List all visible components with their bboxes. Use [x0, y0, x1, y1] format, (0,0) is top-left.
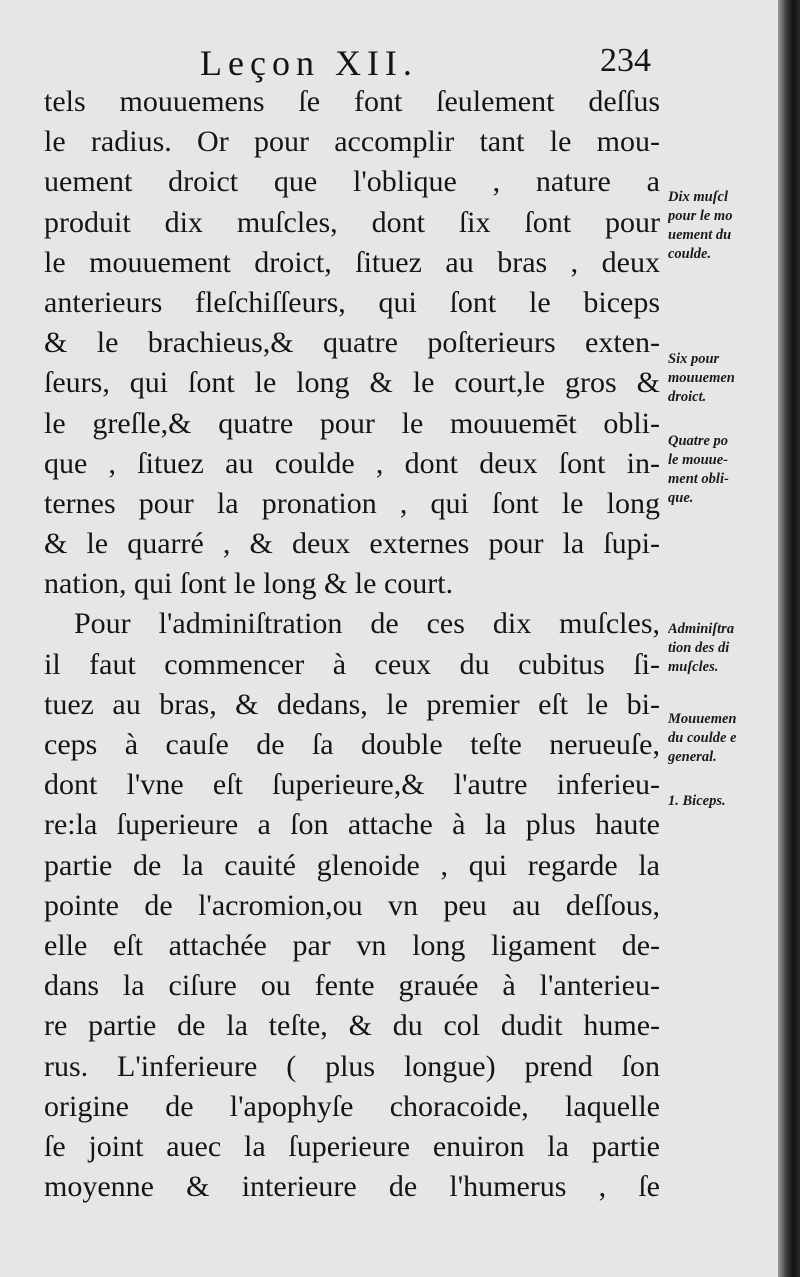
margin-note-quatre-pour	[668, 432, 780, 508]
text-line: dans la ciſure ou fente grauée à l'anterieu-	[44, 969, 660, 1003]
text-line: nation, qui ſont le long & le court.	[44, 567, 454, 601]
text-line: produit dix muſcles, dont ſix ſont pour	[44, 205, 660, 239]
margin-note-biceps	[668, 792, 780, 811]
margin-note-line: Mouuemen	[668, 711, 737, 727]
text-line: anterieurs fleſchiſſeurs, qui ſont le biceps	[44, 285, 660, 319]
margin-note-line: que.	[668, 490, 694, 506]
text-line: ternes pour la pronation , qui ſont le long	[44, 486, 660, 520]
text-line: partie de la cauité glenoide , qui regarde la	[44, 848, 660, 882]
text-line: elle eſt attachée par vn long ligament de-	[44, 928, 660, 962]
book-spine-shadow	[778, 0, 800, 1277]
text-line: tuez au bras, & dedans, le premier eſt le bi-	[44, 687, 660, 721]
text-line: origine de l'apophyſe choracoide, laquelle	[44, 1089, 660, 1123]
margin-note-line: general.	[668, 749, 717, 765]
margin-note-line: tion des di	[668, 640, 730, 656]
page-number: 234	[600, 42, 651, 79]
text-line: le greſle,& quatre pour le mouuemēt obli-	[44, 406, 660, 440]
text-line: le mouuement droict, ſituez au bras , deux	[44, 245, 660, 279]
margin-note-mouvement-coulde	[668, 710, 780, 767]
margin-note-administration	[668, 620, 780, 677]
text-line: tels mouuemens ſe font ſeulement deſſus	[44, 85, 660, 118]
margin-note-line: Quatre po	[668, 433, 729, 449]
margin-note-dix-muscles	[668, 188, 780, 264]
text-line: que , ſituez au coulde , dont deux ſont in-	[44, 446, 660, 480]
margin-note-line: droict.	[668, 389, 707, 405]
margin-note-line: Dix muſcl	[668, 189, 729, 205]
text-line: il faut commencer à ceux du cubitus ſi-	[44, 647, 660, 681]
text-line: pointe de l'acromion,ou vn peu au deſſous,	[44, 888, 660, 922]
text-line: ſe joint auec la ſuperieure enuiron la partie	[44, 1129, 660, 1163]
text-line: & le quarré , & deux externes pour la ſupi-	[44, 527, 660, 561]
text-line: ſeurs, qui ſont le long & le court,le gros &	[44, 366, 660, 400]
running-title: Leçon XII.	[200, 43, 418, 83]
text-line: dont l'vne eſt ſuperieure,& l'autre inferieu-	[44, 768, 660, 802]
margin-note-line: muſcles.	[668, 659, 719, 675]
margin-note-line: Adminiſtra	[668, 621, 735, 637]
text-line: re:la ſuperieure a ſon attache à la plus haute	[44, 808, 660, 842]
text-line: ceps à cauſe de ſa double teſte nerueuſe,	[44, 728, 660, 761]
margin-note-line: mouuemen	[668, 370, 735, 386]
margin-note-line: du coulde e	[668, 730, 737, 746]
margin-note-line: le mouue-	[668, 452, 729, 468]
body-text	[44, 82, 660, 1207]
margin-note-line: ment obli-	[668, 471, 729, 487]
margin-note-six-pour	[668, 350, 780, 407]
text-line: rus. L'inferieure ( plus longue) prend ſon	[44, 1049, 660, 1083]
margin-note-line: 1. Biceps.	[668, 793, 726, 809]
text-line: Pour l'adminiſtration de ces dix muſcles,	[74, 607, 660, 641]
margin-note-line: Six pour	[668, 351, 720, 367]
text-line: & le brachieus,& quatre poſterieurs exten-	[44, 326, 660, 360]
margin-note-line: uement du	[668, 227, 732, 243]
text-line: moyenne & interieure de l'humerus , ſe	[44, 1170, 660, 1204]
text-line: re partie de la teſte, & du col dudit hume-	[44, 1009, 660, 1043]
margin-note-line: pour le mo	[668, 208, 733, 224]
margin-note-line: coulde.	[668, 246, 712, 262]
text-line: uement droict que l'oblique , nature a	[44, 165, 660, 199]
text-line: le radius. Or pour accomplir tant le mou-	[44, 125, 660, 159]
